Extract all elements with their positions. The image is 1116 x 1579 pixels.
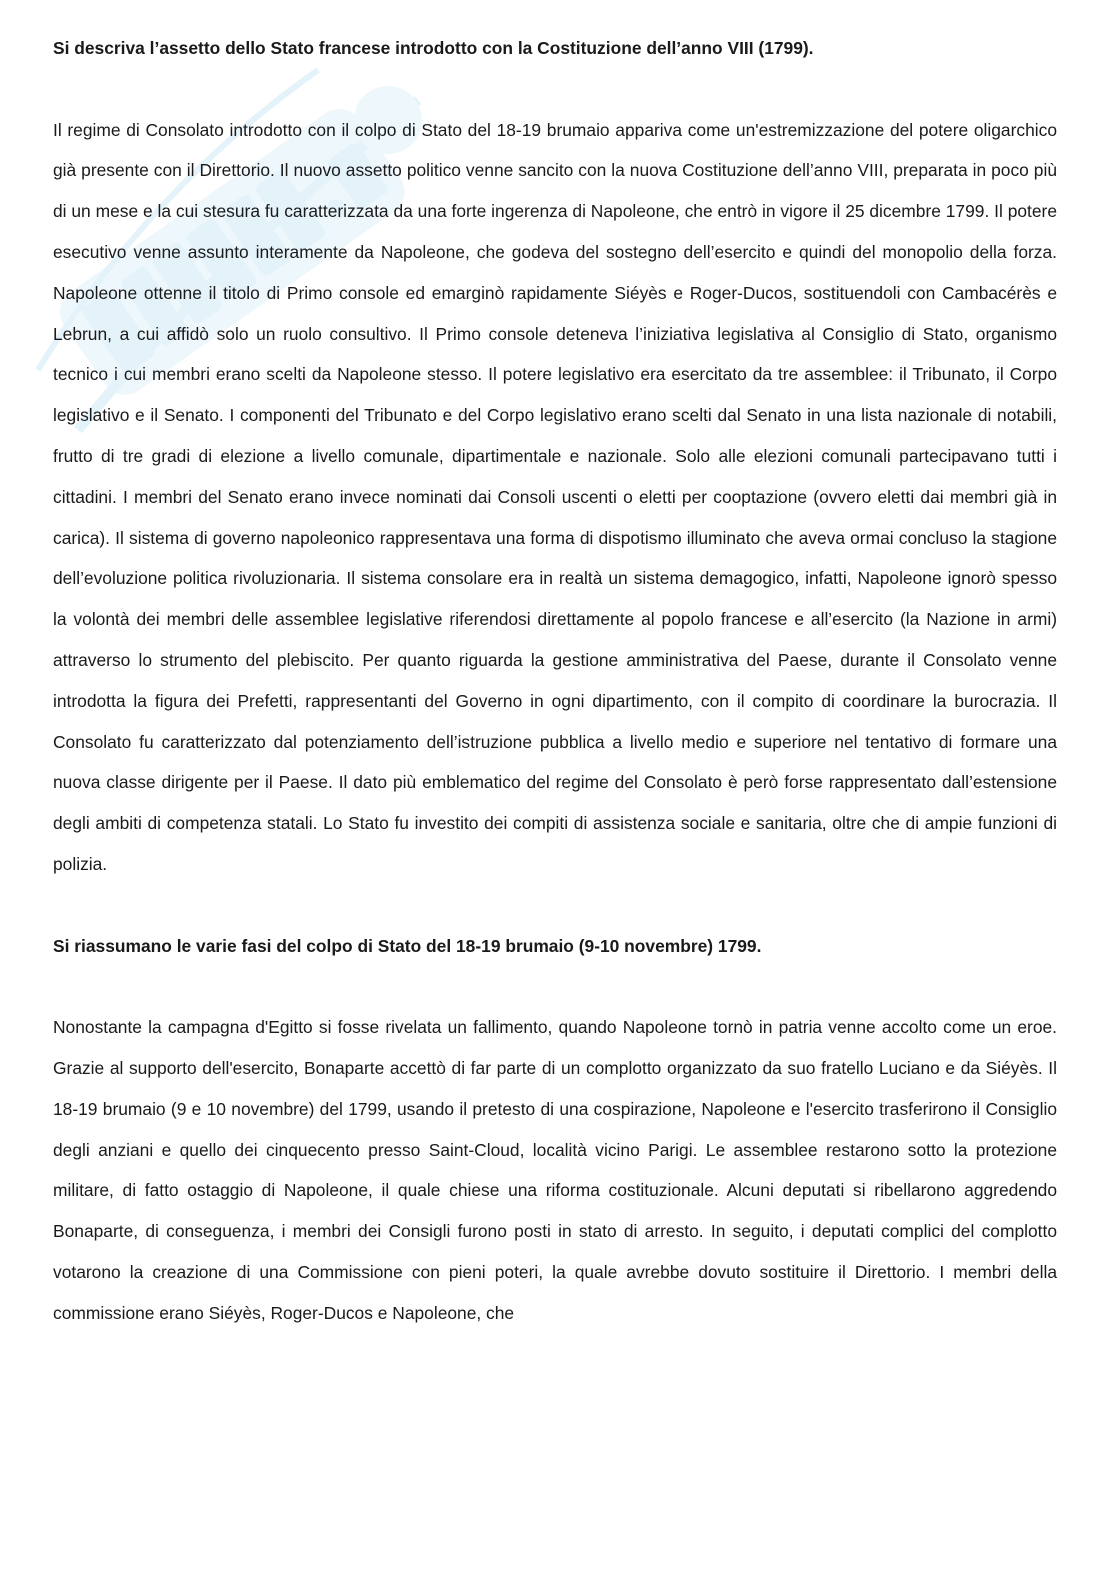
answer-2: Nonostante la campagna d'Egitto si fosse rivelata un fallimento, quando Napoleone tornò in patria venne accolto come un eroe. Grazie al supporto dell'esercito, Bonaparte accettò di far parte di un complotto organizzato da suo fratello Luciano e da Siéyès. Il 18-19 brumaio (9 e 10 novembre) del 1799, usando il pretesto di una cospirazione, Napoleone e l'esercito trasferirono il Consiglio degli anziani e quello dei cinquecento presso Saint-Cloud, località vicino Parigi. Le assemblee restarono sotto la protezione militare, di fatto ostaggio di Napoleone, il quale chiese una riforma costituzionale. Alcuni deputati si ribellarono aggredendo Bonaparte, di conseguenza, i membri dei Consigli furono posti in stato di arresto. In seguito, i deputati complici del complotto votarono la creazione di una Commissione con pieni poteri, la quale avrebbe dovuto sostituire il Direttorio. I membri della commissione erano Siéyès, Roger-Ducos e Napoleone, che — [53, 1017, 1057, 1323]
spacer — [53, 885, 1057, 926]
spacer — [53, 69, 1057, 110]
question-1: Si descriva l’assetto dello Stato francese introdotto con la Costituzione dell’anno VIII (1799). — [53, 38, 814, 58]
answer-1: Il regime di Consolato introdotto con il colpo di Stato del 18-19 brumaio appariva come un'estremizzazione del potere oligarchico già presente con il Direttorio. Il nuovo assetto politico venne sancito con la nuova Costituzione dell’anno VIII, preparata in poco più di un mese e la cui stesura fu caratterizzata da una forte ingerenza di Napoleone, che entrò in vigore il 25 dicembre 1799. Il potere esecutivo venne assunto interamente da Napoleone, che godeva del sostegno dell’esercito e quindi del monopolio della forza. Napoleone ottenne il titolo di Primo console ed emarginò rapidamente Siéyès e Roger-Ducos, sostituendoli con Cambacérès e Lebrun, a cui affidò solo un ruolo consultivo. Il Primo console deteneva l’iniziativa legislativa al Consiglio di Stato, organismo tecnico i cui membri erano scelti da Napoleone stesso. Il potere legislativo era esercitato da tre assemblee: il Tribunato, il Corpo legislativo e il Senato. I componenti del Tribunato e del Corpo legislativo erano scelti dal Senato in una lista nazionale di notabili, frutto di tre gradi di elezione a livello comunale, dipartimentale e nazionale. Solo alle elezioni comunali partecipavano tutti i cittadini. I membri del Senato erano invece nominati dai Consoli uscenti o eletti per cooptazione (ovvero eletti dai membri già in carica). Il sistema di governo napoleonico rappresentava una forma di dispotismo illuminato che aveva ormai concluso la stagione dell’evoluzione politica rivoluzionaria. Il sistema consolare era in realtà un sistema demagogico, infatti, Napoleone ignorò spesso la volontà dei membri delle assemblee legislative riferendosi direttamente al popolo francese e all’esercito (la Nazione in armi) attraverso lo strumento del plebiscito. Per quanto riguarda la gestione amministrativa del Paese, durante il Consolato venne introdotta la figura dei Prefetti, rappresentanti del Governo in ogni dipartimento, con il compito di coordinare la burocrazia. Il Consolato fu caratterizzato dal potenziamento dell’istruzione pubblica a livello medio e superiore nel tentativo di formare una nuova classe dirigente per il Paese. Il dato più emblematico del regime del Consolato è però forse rappresentato dall’estensione degli ambiti di competenza statali. Lo Stato fu investito dei compiti di assistenza sociale e sanitaria, oltre che di ampie funzioni di polizia. — [53, 119, 1057, 874]
question-2: Si riassumano le varie fasi del colpo di Stato del 18-19 brumaio (9-10 novembre) 1799. — [53, 935, 762, 956]
spacer — [53, 966, 1057, 1007]
